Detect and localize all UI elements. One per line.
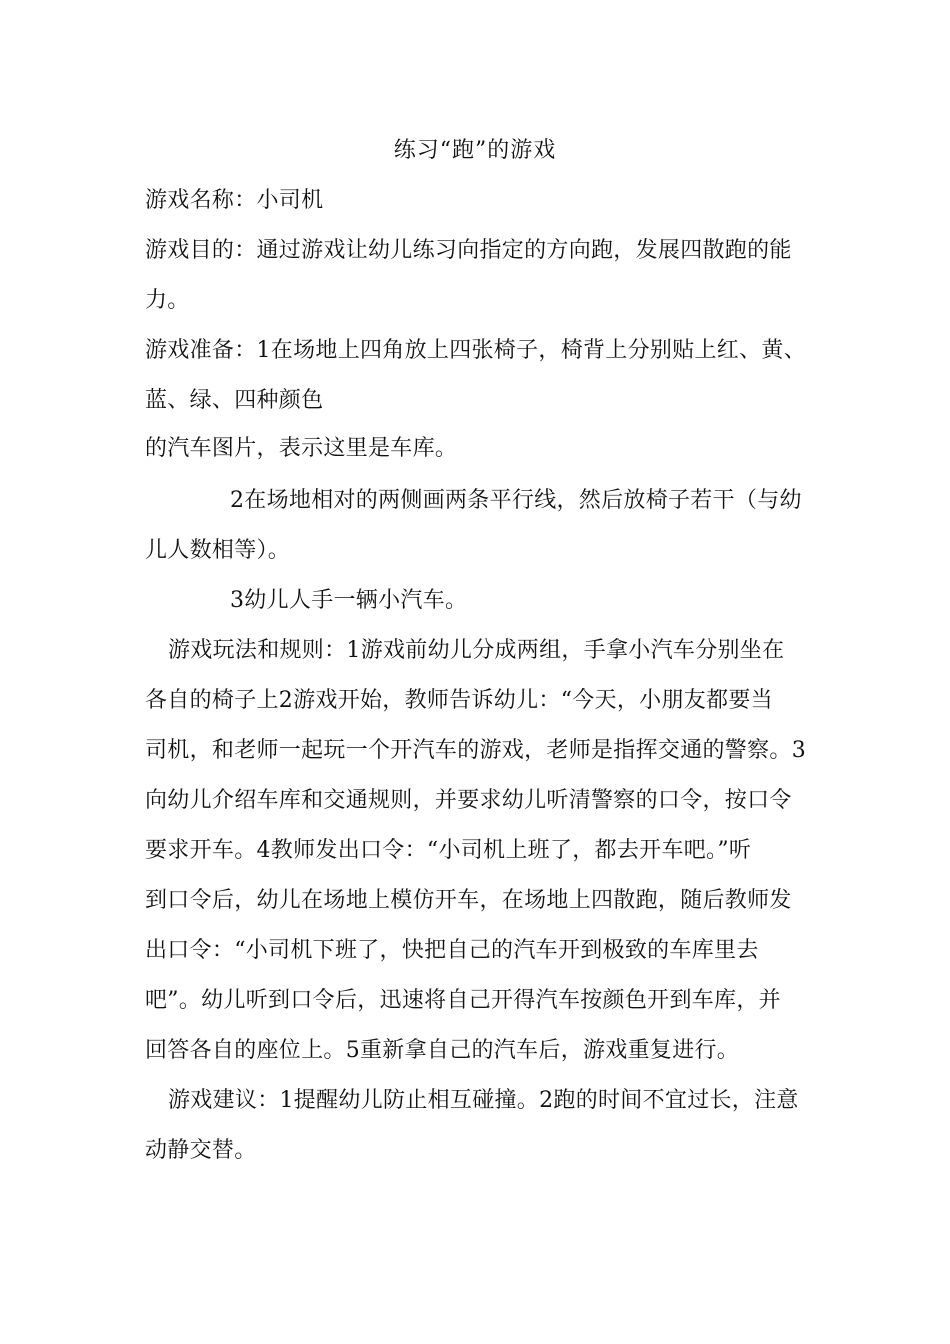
suggestion-line-2: 动静交替。 <box>145 1138 257 1163</box>
game-goal-line-1: 游戏目的：通过游戏让幼儿练习向指定的方向跑，发展四散跑的能 <box>145 238 792 263</box>
document-title: 练习“跑”的游戏 <box>393 138 557 163</box>
rules-line-8: 吧”。幼儿听到口令后，迅速将自己开得汽车按颜色开到车库，并 <box>145 988 781 1013</box>
game-prep-item-3: 3幼儿人手一辆小汽车。 <box>230 588 468 613</box>
rules-line-2: 各自的椅子上2游戏开始，教师告诉幼儿：“今天，小朋友都要当 <box>145 688 773 713</box>
game-prep-item-2-line-2: 儿人数相等）。 <box>145 538 291 563</box>
rules-line-6: 到口令后，幼儿在场地上模仿开车，在场地上四散跑，随后教师发 <box>145 888 792 913</box>
suggestion-line-1: 游戏建议：1提醒幼儿防止相互碰撞。2跑的时间不宜过长，注意 <box>168 1088 799 1113</box>
game-prep-line-2: 蓝、绿、四种颜色 <box>145 388 324 413</box>
rules-line-3: 司机，和老师一起玩一个开汽车的游戏，老师是指挥交通的警察。3 <box>145 738 806 763</box>
rules-line-5: 要求开车。4教师发出口令：“小司机上班了，都去开车吧。”听 <box>145 838 752 863</box>
game-goal-line-2: 力。 <box>145 288 190 313</box>
game-prep-item-2-line-1: 2在场地相对的两侧画两条平行线，然后放椅子若干（与幼 <box>230 488 802 513</box>
game-prep-line-3: 的汽车图片，表示这里是车库。 <box>145 436 458 461</box>
game-prep-line-1: 游戏准备：1在场地上四角放上四张椅子，椅背上分别贴上红、黄、 <box>145 338 806 363</box>
game-name-line: 游戏名称：小司机 <box>145 188 324 213</box>
rules-line-1: 游戏玩法和规则：1游戏前幼儿分成两组，手拿小汽车分别坐在 <box>168 638 785 663</box>
rules-line-4: 向幼儿介绍车库和交通规则，并要求幼儿听清警察的口令，按口令 <box>145 788 792 813</box>
rules-line-7: 出口令：“小司机下班了，快把自己的汽车开到极致的车库里去 <box>145 938 759 963</box>
rules-line-9: 回答各自的座位上。5重新拿自己的汽车后，游戏重复进行。 <box>145 1038 740 1063</box>
